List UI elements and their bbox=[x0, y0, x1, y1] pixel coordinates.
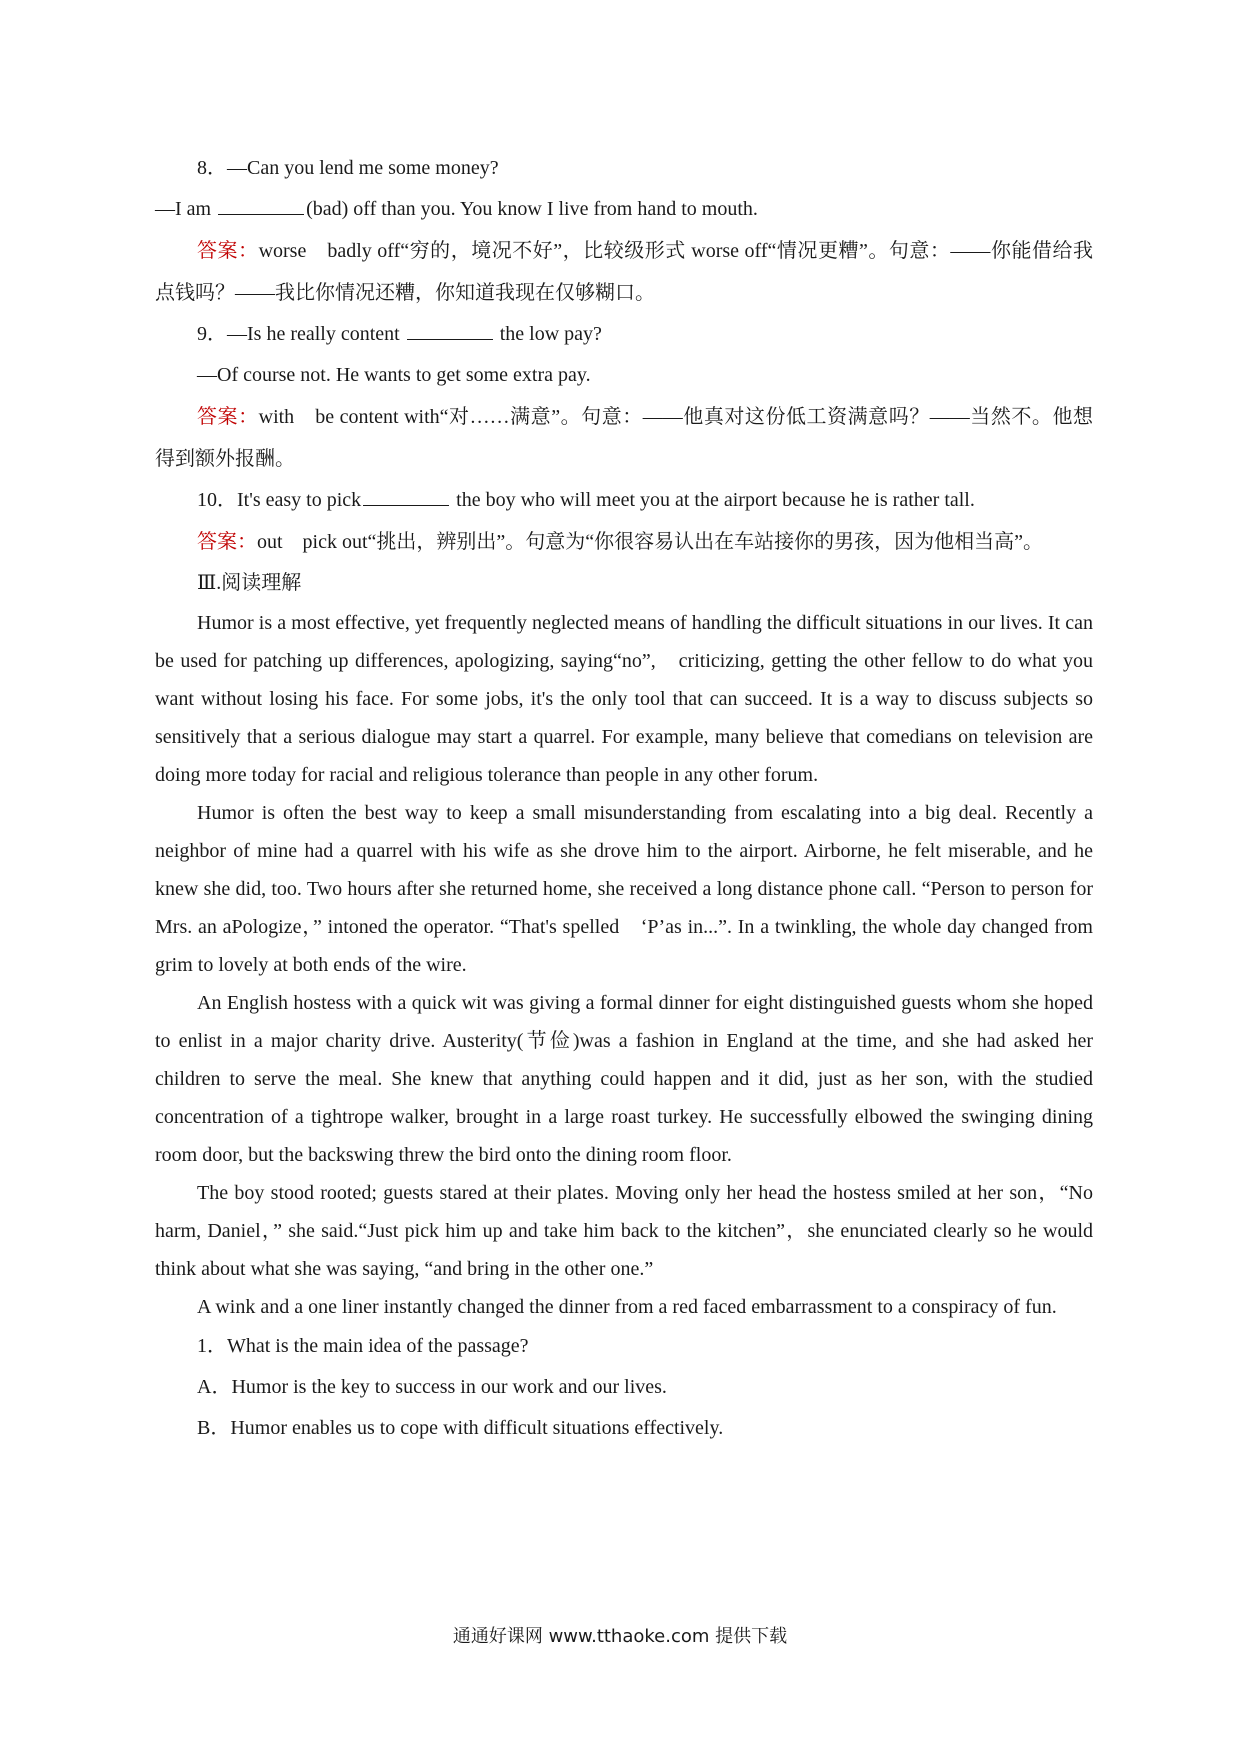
q9-reply: —Of course not. He wants to get some extra pay. bbox=[197, 364, 591, 386]
q9-answer-label: 答案： bbox=[197, 406, 259, 428]
q8-blank bbox=[218, 196, 304, 215]
passage-paragraph-1: Humor is a most effective, yet frequently neglected means of handling the difficult situations in our lives. It can be used for patching up differences, apologizing, saying“no”, criticizing, getting the other fellow to do what you want without losing his face. For some jobs, it's the only tool that can succeed. It is a way to discuss subjects so sensitively that a serious dialogue may start a quarrel. For example, many believe that comedians on television are doing more today for racial and religious tolerance than people in any other forum. bbox=[155, 612, 1093, 786]
q9-number: 9． bbox=[197, 323, 227, 345]
question-1-option-b: B．Humor enables us to cope with difficult situations effectively. bbox=[197, 1417, 724, 1439]
section-title: Ⅲ.阅读理解 bbox=[197, 572, 302, 594]
q10-answer bbox=[155, 521, 1093, 563]
q10-number: 10． bbox=[197, 489, 237, 511]
question-1-stem: 1．What is the main idea of the passage? bbox=[197, 1335, 529, 1357]
q8-number: 8． bbox=[197, 157, 227, 179]
q10-answer-text: out pick out“挑出，辨别出”。句意为“你很容易认出在车站接你的男孩，因为他相当高”。 bbox=[257, 531, 1044, 553]
q8-prompt-text: —Can you lend me some money? bbox=[227, 157, 499, 179]
q9-prompt-before: —Is he really content bbox=[227, 323, 405, 345]
passage-paragraph-2: Humor is often the best way to keep a small misunderstanding from escalating into a big deal. Recently a neighbor of mine had a quarrel with his wife as she drove him to the airport. Airborne, he felt miserable, and he knew she did, too. Two hours after she returned home, she received a long distance phone call. “Person to person for Mrs. an aPologize，” intoned the operator. “That's spelled ‘P’as in...”. In a twinkling, the whole day changed from grim to lovely at both ends of the wire. bbox=[155, 802, 1093, 976]
q10-blank bbox=[363, 487, 449, 506]
q8-prompt bbox=[155, 148, 1093, 189]
q9-answer bbox=[155, 396, 1093, 480]
q8-reply-before: —I am bbox=[155, 198, 217, 220]
q10-prompt bbox=[155, 480, 1093, 521]
q9-blank bbox=[407, 321, 493, 340]
question-1-option-a: A．Humor is the key to success in our work and our lives. bbox=[197, 1376, 667, 1398]
q9-answer-text: with be content with“对……满意”。句意：——他真对这份低工资满意吗？——当然不。他想得到额外报酬。 bbox=[155, 406, 1093, 470]
q9-prompt-after: the low pay? bbox=[494, 323, 602, 345]
page-footer: 通通好课网 www.tthaoke.com 提供下载 bbox=[452, 1626, 788, 1647]
q8-answer bbox=[155, 230, 1093, 314]
q9-prompt bbox=[155, 314, 1093, 355]
passage-paragraph-4: The boy stood rooted; guests stared at their plates. Moving only her head the hostess smiled at her son，“No harm, Daniel，” she said.“Just pick him up and take him back to the kitchen”，she enunciated clearly so he would think about what she was saying, “and bring in the other one.” bbox=[155, 1182, 1093, 1280]
q10-prompt-before: It's easy to pick bbox=[237, 489, 362, 511]
q10-answer-label: 答案： bbox=[197, 531, 257, 553]
q8-reply bbox=[155, 189, 1093, 230]
q8-answer-label: 答案： bbox=[197, 240, 259, 262]
q8-reply-after: (bad) off than you. You know I live from hand to mouth. bbox=[306, 198, 758, 220]
q8-answer-text: worse badly off“穷的，境况不好”，比较级形式 worse off“情况更糟”。句意：——你能借给我点钱吗？——我比你情况还糟，你知道我现在仅够糊口。 bbox=[155, 240, 1094, 304]
document-body bbox=[155, 148, 1093, 1449]
q10-prompt-after: the boy who will meet you at the airport because he is rather tall. bbox=[451, 489, 975, 511]
passage-paragraph-5: A wink and a one liner instantly changed the dinner from a red faced embarrassment to a conspiracy of fun. bbox=[197, 1296, 1057, 1318]
passage-paragraph-3: An English hostess with a quick wit was giving a formal dinner for eight distinguished guests whom she hoped to enlist in a major charity drive. Austerity(节俭)was a fashion in England at the time, and she had asked her children to serve the meal. She knew that anything could happen and it did, just as her son, with the studied concentration of a tightrope walker, brought in a large roast turkey. He successfully elbowed the swinging dining room door, but the backswing threw the bird onto the dining room floor. bbox=[155, 992, 1093, 1166]
